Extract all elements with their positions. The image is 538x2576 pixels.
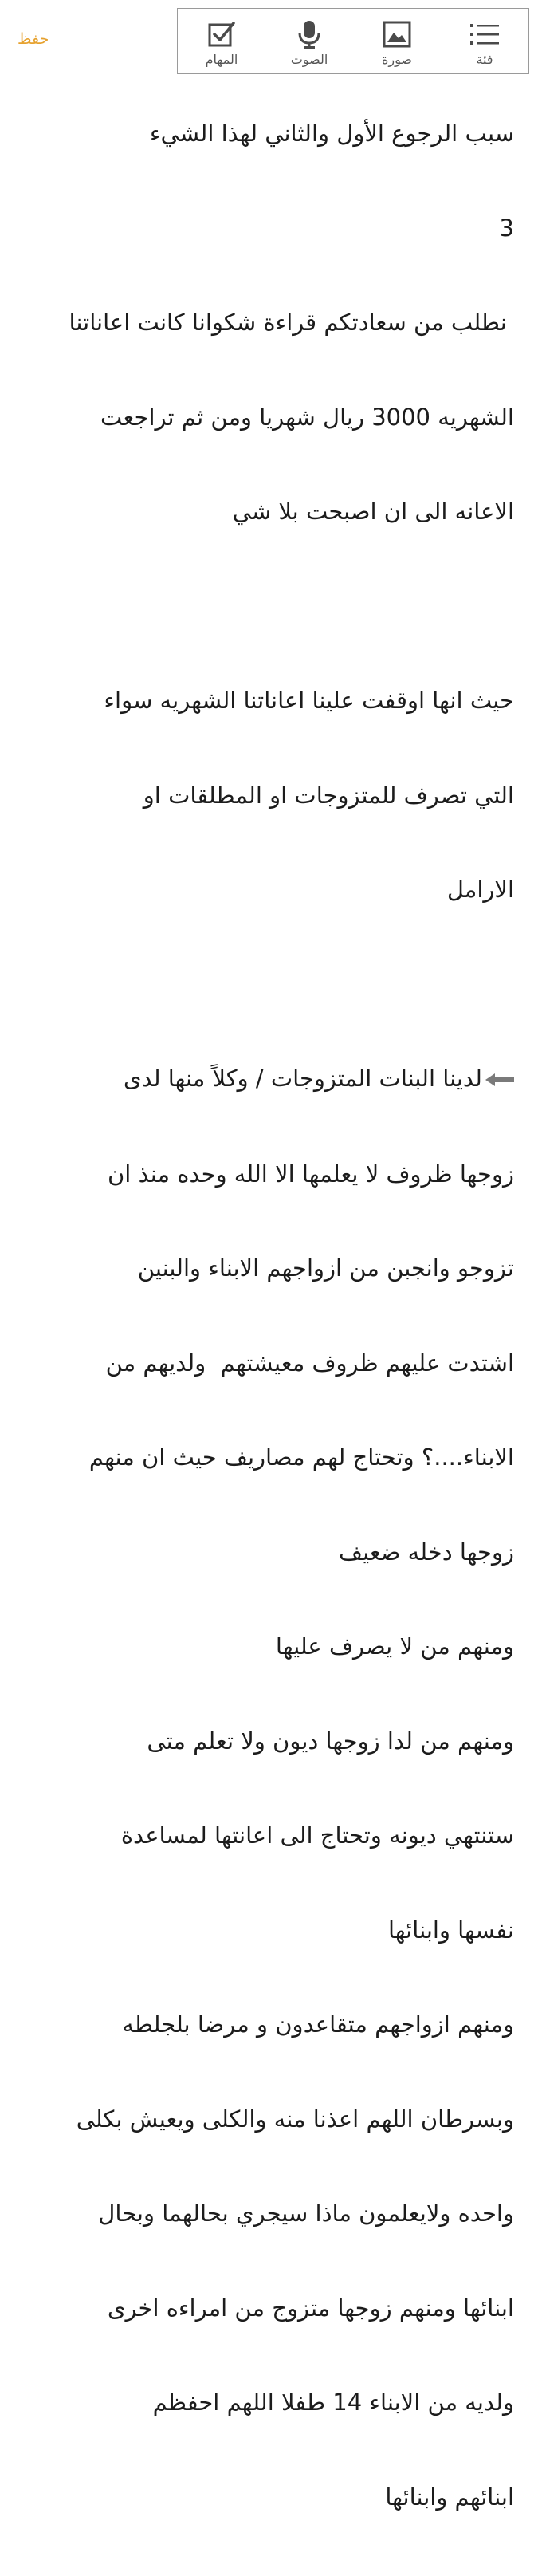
note-line: الارامل — [446, 876, 514, 903]
note-line: الاعانه الى ان اصبحت بلا شي — [232, 498, 514, 525]
note-line: الشهريه 3000 ريال شهريا ومن ثم تراجعت — [100, 403, 514, 431]
note-line: التي تصرف للمتزوجات او المطلقات او — [143, 781, 514, 809]
category-label: فئة — [476, 52, 493, 67]
note-line: ابنائها ومنهم زوجها متزوج من امراءه اخرى — [107, 2294, 514, 2322]
voice-label: الصوت — [290, 52, 328, 67]
note-line: زوجها دخله ضعيف — [339, 1538, 514, 1566]
note-line: واحده ولايعلمون ماذا سيجري بحالهما وبحال — [98, 2200, 514, 2227]
note-line: اشتدت عليهم ظروف معيشتهم ولديهم من — [105, 1349, 514, 1377]
note-line-text: لدينا البنات المتزوجات / وكلاً منها لدى — [123, 1065, 482, 1092]
note-line: ولديه من الابناء 14 طفلا اللهم احفظم — [152, 2389, 514, 2416]
scrolled-text-line: سبب الرجوع الأول والثاني لهذا الشيء — [149, 120, 514, 147]
tasks-label: المهام — [205, 52, 238, 67]
image-label: صورة — [382, 52, 412, 67]
note-line: نطلب من سعادتكم قراءة شكوانا كانت اعاناتنا — [69, 309, 514, 336]
microphone-icon — [293, 18, 325, 50]
note-line: 3 — [499, 214, 514, 242]
save-button[interactable]: حفظ — [18, 30, 49, 48]
note-line: حيث انها اوقفت علينا اعاناتنا الشهريه سواء — [104, 687, 514, 714]
note-line: ستنتهي ديونه وتحتاج الى اعانتها لمساعدة — [120, 1822, 514, 1849]
image-icon — [381, 18, 413, 50]
note-line: تزوجو وانجبن من ازواجهم الابناء والبنين — [137, 1255, 514, 1282]
note-line: ومنهم ازواجهم متقاعدون و مرضا بلجلطه — [122, 2011, 514, 2038]
note-body[interactable] — [20, 55, 514, 2576]
note-line: ابنائهم وابنائها — [385, 2483, 514, 2511]
left-arrow-icon — [485, 1064, 514, 1096]
note-line: وبسرطان اللهم اعذنا منه والكلى ويعيش بكلى — [76, 2105, 514, 2133]
note-line: ومنهم من لا يصرف عليها — [275, 1633, 514, 1660]
note-line: زوجها ظروف لا يعلمها الا الله وحده منذ ان — [107, 1160, 514, 1188]
note-line: نفسها وابنائها — [387, 1916, 514, 1944]
note-line — [20, 1063, 514, 1096]
note-line: الابناء....؟ وتحتاج لهم مصاريف حيث ان منهم — [88, 1444, 514, 1471]
note-editor[interactable] — [0, 77, 538, 2511]
list-icon — [469, 18, 501, 50]
checkbox-icon — [206, 18, 238, 50]
blank-line — [20, 969, 514, 1001]
note-line: ومنهم من لدا زوجها ديون ولا تعلم متى — [147, 1727, 514, 1755]
blank-line — [20, 591, 514, 623]
